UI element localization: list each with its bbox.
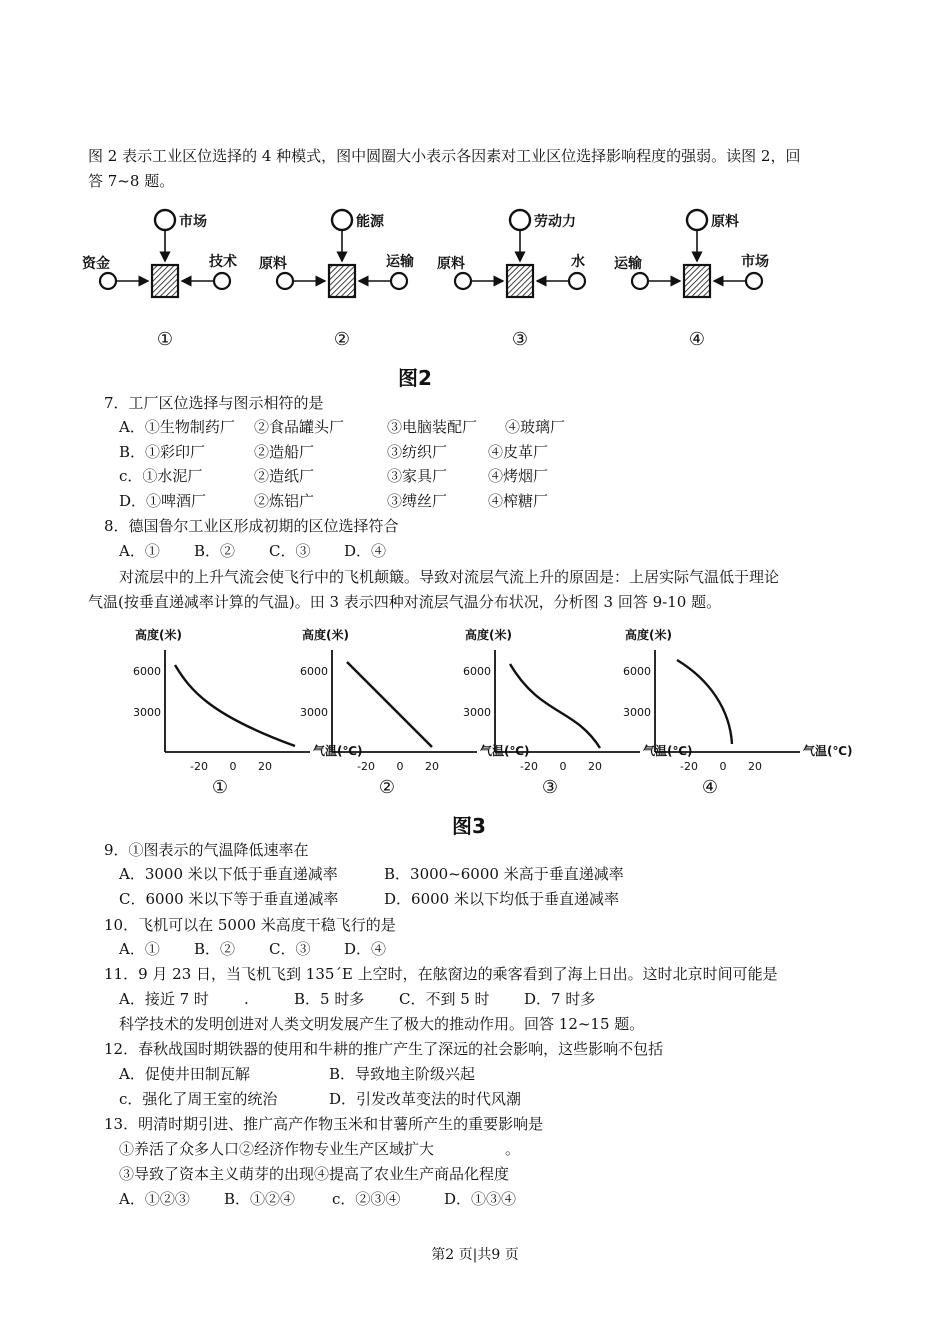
temperature-curve	[677, 660, 732, 744]
factor-circle-right	[214, 273, 230, 289]
factor-circle-left	[455, 273, 471, 289]
q12-opt-b: B．导致地主阶级兴起	[329, 1065, 476, 1083]
model-number: ①	[156, 329, 174, 350]
q13-item2: ③导致了资本主义萌芽的出现④提高了农业生产商品化程度	[119, 1165, 510, 1183]
q8-opt-c: C．③	[269, 542, 311, 560]
factor-circle-top	[155, 210, 175, 230]
factor-circle-right	[746, 273, 762, 289]
y-axis-label: 高度(米)	[135, 628, 182, 642]
intro-q12-15: 科学技术的发明创进对人类文明发展产生了极大的推动作用。回答 12~15 题。	[119, 1015, 645, 1033]
q13-stray-dot: 。	[505, 1140, 521, 1158]
q8-opt-d: D．④	[344, 542, 387, 560]
graph-number: ④	[701, 777, 719, 798]
factor-circle-top	[510, 210, 530, 230]
q8-opt-a: A．①	[119, 542, 160, 560]
x-tick-label: 0	[559, 760, 567, 773]
factory-square	[152, 265, 178, 297]
q7-opt-a2: ②食品罐头厂	[254, 418, 345, 436]
factor-circle-top	[687, 210, 707, 230]
q12-opt-d: D．引发改革变法的时代风潮	[329, 1090, 522, 1108]
y-tick-label: 3000	[300, 706, 328, 719]
figure-3	[120, 620, 853, 805]
factor-circle-right	[391, 273, 407, 289]
q9-opt-a: A．3000 米以下低于垂直递减率	[119, 865, 338, 883]
factor-circle-left	[632, 273, 648, 289]
q12-opt-a: A．促使井田制瓦解	[119, 1065, 250, 1083]
q10-stem: 10．飞机可以在 5000 米高度干稳飞行的是	[104, 916, 396, 934]
q7-opt-c3: ③家具厂	[387, 467, 448, 485]
x-tick-label: 20	[748, 760, 762, 773]
temp-graph-3	[463, 627, 693, 798]
q7-opt-a3: ③电脑装配厂	[387, 418, 478, 436]
q9-stem: 9．①图表示的气温降低速率在	[104, 841, 309, 859]
factor-circle-top	[332, 210, 352, 230]
y-axis-label: 高度(米)	[302, 628, 349, 642]
q9-opt-b: B．3000~6000 米高于垂直递减率	[384, 865, 624, 883]
label-top: 能源	[356, 214, 384, 230]
graph-number: ①	[211, 777, 229, 798]
model-1	[82, 210, 237, 350]
graph-number: ③	[541, 777, 559, 798]
q7-opt-d1: D．①啤酒厂	[119, 492, 207, 510]
figure-2-caption: 图2	[398, 366, 432, 390]
model-3	[437, 210, 585, 350]
q7-opt-d4: ④榨糖厂	[488, 492, 549, 510]
q13-stem: 13．明清时期引进、推广高产作物玉米和甘薯所产生的重要影响是	[104, 1115, 544, 1133]
factor-circle-right	[569, 273, 585, 289]
q7-opt-c1: c．①水泥厂	[119, 467, 203, 485]
label-right: 技术	[209, 254, 237, 270]
label-left: 运输	[614, 256, 642, 272]
q7-opt-d2: ②炼铝广	[254, 492, 315, 510]
q8-stem: 8．德国鲁尔工业区形成初期的区位选择符合	[104, 517, 399, 535]
x-tick-label: -20	[680, 760, 698, 773]
q7-opt-c4: ④烤烟厂	[488, 467, 549, 485]
q7-opt-b4: ④皮革厂	[488, 443, 549, 461]
label-left: 原料	[259, 256, 287, 272]
q11-opt-c: C．不到 5 时	[399, 990, 490, 1008]
graph-number: ②	[378, 777, 396, 798]
q10-opt-c: C．③	[269, 940, 311, 958]
temp-graph-4	[623, 627, 853, 798]
q9-opt-c: C．6000 米以下等于垂直递减率	[119, 890, 339, 908]
q7-opt-a1: A．①生物制药厂	[119, 418, 235, 436]
model-2	[259, 210, 414, 350]
q9-opt-d: D．6000 米以下均低于垂直递减率	[384, 890, 619, 908]
q13-opt-d: D．①③④	[444, 1190, 517, 1208]
q13-opt-a: A．①②③	[119, 1190, 190, 1208]
y-tick-label: 6000	[133, 665, 161, 678]
x-tick-label: -20	[520, 760, 538, 773]
factory-square	[684, 265, 710, 297]
y-tick-label: 6000	[463, 665, 491, 678]
x-tick-label: 20	[425, 760, 439, 773]
label-right: 运输	[386, 254, 414, 270]
q12-opt-c: c．强化了周王室的统治	[119, 1090, 278, 1108]
x-axis-label: 气温(℃)	[643, 744, 693, 758]
x-tick-label: 0	[396, 760, 404, 773]
x-tick-label: 20	[258, 760, 272, 773]
model-number: ②	[333, 329, 351, 350]
label-left: 原料	[437, 256, 465, 272]
intro-fig3-line1: 对流层中的上升气流会使飞行中的飞机颠簸。导致对流层气流上升的原固是：上居实际气温低于理论	[119, 568, 780, 586]
q13-item1: ①养活了众多人口②经济作物专业生产区域扩大	[119, 1140, 435, 1158]
q7-opt-b1: B．①彩印厂	[119, 443, 206, 461]
q11-opt-d: D．7 时多	[524, 990, 596, 1008]
x-tick-label: -20	[357, 760, 375, 773]
q13-opt-c: c．②③④	[332, 1190, 401, 1208]
x-tick-label: -20	[190, 760, 208, 773]
y-tick-label: 3000	[623, 706, 651, 719]
page-footer: 第2 页|共9 页	[431, 1247, 519, 1263]
temp-graph-1	[133, 627, 363, 798]
label-right: 水	[571, 254, 585, 270]
y-tick-label: 3000	[133, 706, 161, 719]
q10-opt-d: D．④	[344, 940, 387, 958]
q7-opt-b2: ②造船厂	[254, 443, 315, 461]
x-axis-label: 气温(℃)	[803, 744, 853, 758]
model-4	[614, 210, 769, 350]
q7-opt-b3: ③纺织厂	[387, 443, 448, 461]
q8-opt-b: B．②	[194, 542, 236, 560]
factor-circle-left	[100, 273, 116, 289]
x-tick-label: 0	[719, 760, 727, 773]
intro-fig3-line2: 气温(按垂直递减率计算的气温)。田 3 表示四种对流层气温分布状况，分析图 3 回答 9-10 题。	[88, 593, 722, 611]
figure-2	[80, 195, 800, 395]
q7-stem: 7．工厂区位选择与图示相符的是	[104, 394, 324, 412]
intro-fig2-line1: 图 2 表示工业区位选择的 4 种模式，图中圆圈大小表示各因素对工业区位选择影响程度的强弱。读图 2，回	[88, 147, 801, 165]
q10-opt-b: B．②	[194, 940, 236, 958]
q11-opt-a: A．接近 7 时	[119, 990, 209, 1008]
model-number: ③	[511, 329, 529, 350]
temperature-curve	[175, 665, 295, 746]
intro-fig2-line2: 答 7~8 题。	[88, 172, 175, 190]
factory-square	[507, 265, 533, 297]
q11-stray-dot: .	[244, 990, 249, 1008]
label-top: 原料	[711, 214, 739, 230]
temperature-curve	[510, 664, 600, 748]
y-tick-label: 6000	[623, 665, 651, 678]
q11-stem: 11．9 月 23 日，当飞机飞到 135ˊE 上空时，在舷窗边的乘客看到了海上日出。这时北京时间可能是	[104, 965, 778, 983]
y-tick-label: 3000	[463, 706, 491, 719]
label-top: 劳动力	[534, 214, 576, 230]
q7-opt-c2: ②造纸厂	[254, 467, 315, 485]
label-left: 资金	[82, 256, 110, 272]
q13-opt-b: B．①②④	[224, 1190, 296, 1208]
factor-circle-left	[277, 273, 293, 289]
q7-opt-a4: ④玻璃厂	[505, 418, 566, 436]
q11-opt-b: B．5 时多	[294, 990, 365, 1008]
y-axis-label: 高度(米)	[465, 628, 512, 642]
y-axis-label: 高度(米)	[625, 628, 672, 642]
q12-stem: 12．春秋战国时期铁器的使用和牛耕的推广产生了深远的社会影响，这些影响不包括	[104, 1040, 664, 1058]
q10-opt-a: A．①	[119, 940, 160, 958]
y-tick-label: 6000	[300, 665, 328, 678]
x-tick-label: 0	[229, 760, 237, 773]
q7-opt-d3: ③缚丝厂	[387, 492, 448, 510]
figure-3-caption: 图3	[452, 814, 486, 838]
x-axis-label: 气温(℃)	[480, 744, 530, 758]
label-right: 市场	[741, 254, 769, 270]
temperature-curve	[347, 662, 432, 747]
x-axis-label: 气温(℃)	[313, 744, 363, 758]
model-number: ④	[688, 329, 706, 350]
x-tick-label: 20	[588, 760, 602, 773]
factory-square	[329, 265, 355, 297]
label-top: 市场	[179, 214, 207, 230]
